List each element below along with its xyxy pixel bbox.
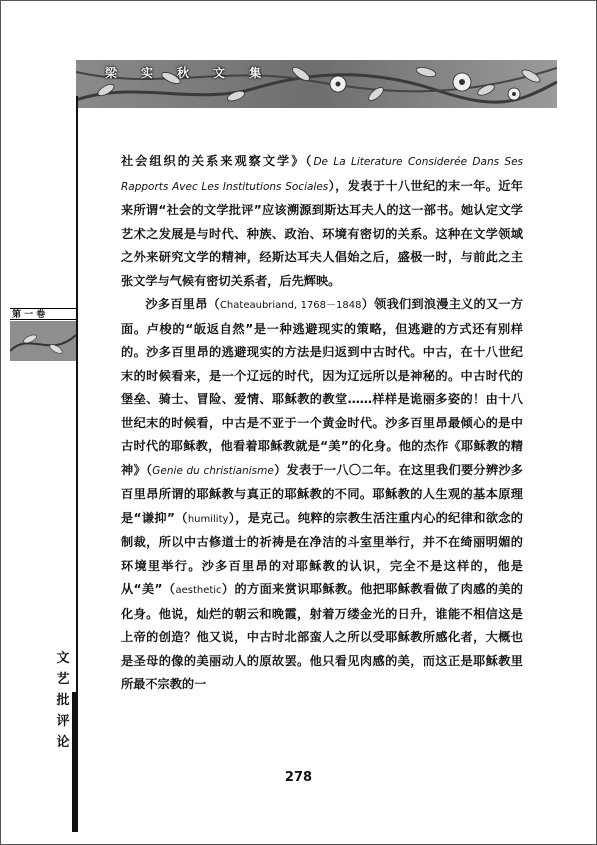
series-title (105, 64, 263, 81)
left-margin-thick-rule (72, 692, 78, 832)
parenthetical: humility (187, 513, 229, 525)
series-title-char: 秋 (177, 66, 192, 80)
volume-decoration (10, 321, 76, 361)
volume-label: 第 一 卷 (10, 308, 76, 320)
paragraph (121, 293, 523, 697)
latin-title: De La Literature Considerée Dans Ses Rapports Avec Les Institutions Sociales (121, 156, 524, 193)
series-title-char: 梁 (105, 66, 120, 80)
text-run: 社会组织的关系来观察文学》（ (121, 154, 314, 168)
text-run: 沙多百里昂（ (145, 297, 220, 311)
volume-decoration-art (10, 321, 76, 361)
text-run: ）发表于一八〇二年。在这里我们要分辨沙多百里昂所谓的耶稣教与真正的耶稣教的不同。耶稣教的人生观的基本原理是“谦抑”（ (121, 462, 523, 525)
parenthetical: Chateaubriand, 1768－1848 (219, 300, 362, 311)
text-run: ）领我们到浪漫主义的又一方面。卢梭的“皈返自然”是一种逃避现实的策略，但逃避的方式还有别样的。沙多百里昂的逃避现实的方法是归返到中古时代。中古，在十八世纪末的时候看来，是一个辽远的时代，因为辽远所以是神秘的。中古时代的堡垒、骑士、冒险、爱情、耶稣教的教堂……样样是诡丽多姿的！由十八世纪末的时候看，中古是不亚于一个黄金时代。沙多百里昂最倾心的是中古时代的耶稣教，他看着耶稣教就是“美”的化身。他的杰作《耶稣教的精神》（ (121, 297, 524, 477)
series-title-char: 实 (141, 66, 156, 80)
body-text (121, 150, 523, 697)
section-title-char: 艺 (56, 672, 70, 687)
section-title-char: 文 (56, 651, 70, 666)
section-title-vertical (56, 648, 70, 753)
parenthetical: aesthetic (175, 585, 222, 596)
section-title-char: 论 (56, 735, 70, 750)
series-title-char: 集 (249, 66, 264, 80)
section-title-char: 批 (56, 693, 70, 708)
text-run: ），是克己。纯粹的宗教生活注重内心的纪律和欲念的制裁，所以中古修道士的祈祷是在净洁的斗室里举行，并不在绮丽明媚的环境里举行。沙多百里昂的对耶稣教的认识，完全不是这样的，他是从“美”（ (121, 510, 523, 596)
series-title-char: 文 (213, 66, 228, 80)
latin-title: Genie du christianisme (152, 464, 274, 477)
page-number: 278 (284, 770, 313, 785)
text-run: ）的方面来赏识耶稣教。他把耶稣教看做了肉感的美的化身。他说，灿烂的朝云和晚霞，射着万缕金光的日升，谁能不相信这是上帝的创造？他又说，中古时北部蛮人之所以受耶稣教所感化者，大概也是圣母的像的美丽动人的原故罢。他只看见肉感的美，而这正是耶稣教里所最不宗教的一 (121, 582, 523, 691)
section-title-char: 评 (56, 714, 70, 729)
text-run: ），发表于十八世纪的末一年。近年来所谓“社会的文学批评”应该溯源到斯达耳夫人的这一部书。她认定文学艺术之发展是与时代、种族、政治、环境有密切的关系。这种在文学领域之外来研究文学的精神，经斯达耳夫人倡始之后，盛极一时，与前此之主张文学与气候有密切关系者，后先辉映。 (121, 178, 523, 288)
paragraph (121, 150, 523, 293)
